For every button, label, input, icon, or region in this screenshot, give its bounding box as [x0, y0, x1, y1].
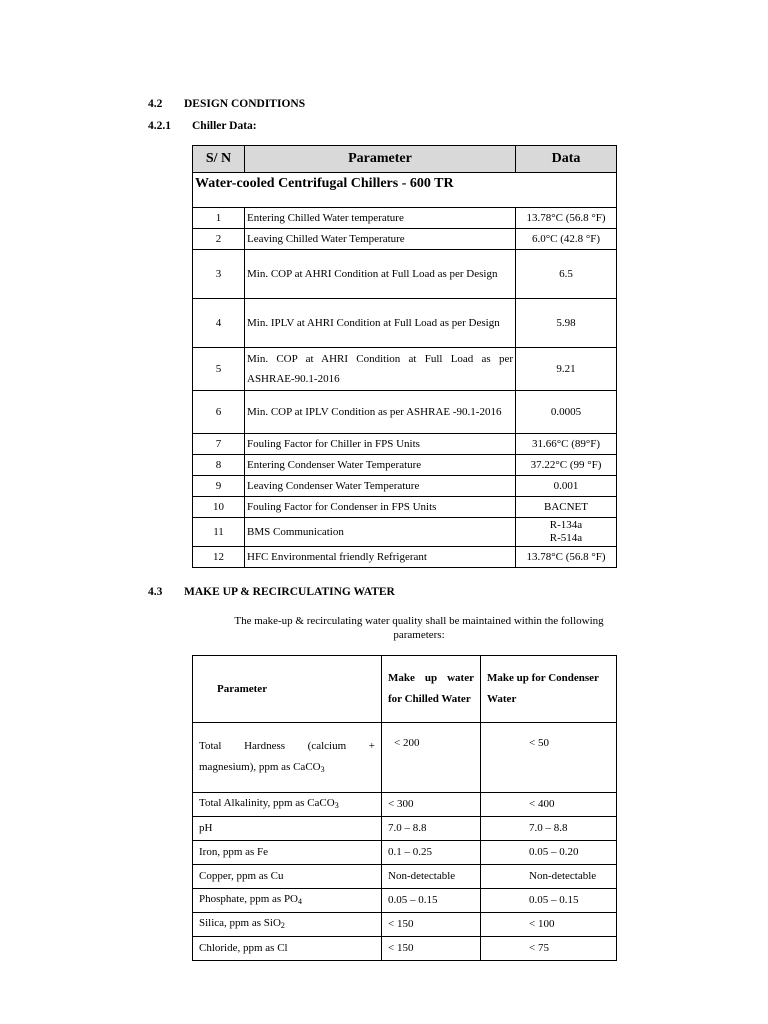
data-cell: 9.21 — [516, 348, 617, 391]
condenser-value: < 400 — [481, 793, 617, 817]
section-heading-4-2 — [148, 98, 305, 110]
header-condenser: Make up for Condenser Water — [481, 656, 617, 723]
parameter-cell — [193, 723, 382, 793]
parameter-cell: Min. COP at AHRI Condition at Full Load as per Design — [245, 250, 516, 299]
chilled-value: < 300 — [382, 793, 481, 817]
parameter-cell: Chloride, ppm as Cl — [193, 937, 382, 961]
sn-cell: 2 — [193, 229, 245, 250]
table-row — [193, 865, 617, 889]
table-row — [193, 817, 617, 841]
section-heading-4-3 — [148, 586, 395, 598]
subscript: 2 — [280, 921, 285, 930]
table-row — [193, 518, 617, 547]
intro-paragraph: The make-up & recirculating water quality shall be maintained within the following parameters: — [234, 615, 604, 641]
subscript: 4 — [298, 897, 302, 906]
condenser-value: Non-detectable — [481, 865, 617, 889]
data-cell: 37.22°C (99 °F) — [516, 455, 617, 476]
table-row — [193, 455, 617, 476]
table-row — [193, 348, 617, 391]
table-row — [193, 476, 617, 497]
table-header-row — [193, 656, 617, 723]
table-row — [193, 889, 617, 913]
data-cell: 6.5 — [516, 250, 617, 299]
water-quality-table — [192, 655, 617, 961]
chilled-value: < 200 — [382, 723, 481, 793]
sn-cell: 9 — [193, 476, 245, 497]
table-section-row — [193, 173, 617, 208]
parameter-cell: Entering Condenser Water Temperature — [245, 455, 516, 476]
parameter-cell: Entering Chilled Water temperature — [245, 208, 516, 229]
section-number: 4.3 — [148, 586, 163, 598]
silica-param: Silica, ppm as SiO — [199, 917, 281, 929]
condenser-value: 0.05 – 0.20 — [481, 841, 617, 865]
parameter-cell: Fouling Factor for Condenser in FPS Units — [245, 497, 516, 518]
chilled-value: Non-detectable — [382, 865, 481, 889]
data-cell: 13.78°C (56.8 °F) — [516, 547, 617, 568]
parameter-cell: Leaving Condenser Water Temperature — [245, 476, 516, 497]
data-cell: 31.66°C (89°F) — [516, 434, 617, 455]
sn-cell: 10 — [193, 497, 245, 518]
parameter-cell: Copper, ppm as Cu — [193, 865, 382, 889]
sn-cell: 8 — [193, 455, 245, 476]
table-row — [193, 391, 617, 434]
data-cell: 13.78°C (56.8 °F) — [516, 208, 617, 229]
parameter-cell: Iron, ppm as Fe — [193, 841, 382, 865]
data-cell: BACNET — [516, 497, 617, 518]
table-row — [193, 250, 617, 299]
phosphate-param: Phosphate, ppm as PO — [199, 893, 298, 905]
sn-cell: 11 — [193, 518, 245, 547]
parameter-cell: Min. COP at AHRI Condition at Full Load as per ASHRAE-90.1-2016 — [245, 348, 516, 391]
chilled-value: 0.05 – 0.15 — [382, 889, 481, 913]
section-heading-4-2-1 — [148, 120, 257, 132]
section-title: Chiller Data: — [192, 120, 257, 132]
data-line-2: R-514a — [549, 532, 583, 544]
parameter-cell: Min. COP at IPLV Condition as per ASHRAE -90.1-2016 — [245, 391, 516, 434]
sn-cell: 5 — [193, 348, 245, 391]
table-row — [193, 723, 617, 793]
parameter-cell: Leaving Chilled Water Temperature — [245, 229, 516, 250]
data-cell: 5.98 — [516, 299, 617, 348]
parameter-cell: Fouling Factor for Chiller in FPS Units — [245, 434, 516, 455]
parameter-cell: pH — [193, 817, 382, 841]
chilled-value: 7.0 – 8.8 — [382, 817, 481, 841]
header-data: Data — [516, 146, 617, 173]
data-cell: 0.001 — [516, 476, 617, 497]
parameter-cell: BMS Communication — [245, 518, 516, 547]
condenser-value: < 100 — [481, 913, 617, 937]
data-cell — [516, 518, 617, 547]
parameter-cell — [193, 793, 382, 817]
table-row — [193, 299, 617, 348]
section-title: MAKE UP & RECIRCULATING WATER — [184, 586, 395, 598]
subscript: 3 — [320, 764, 325, 774]
condenser-value: 0.05 – 0.15 — [481, 889, 617, 913]
parameter-cell: HFC Environmental friendly Refrigerant — [245, 547, 516, 568]
chiller-data-table — [192, 145, 617, 568]
data-cell: 6.0°C (42.8 °F) — [516, 229, 617, 250]
section-number: 4.2 — [148, 98, 163, 110]
condenser-value: 7.0 – 8.8 — [481, 817, 617, 841]
section-title-cell: Water-cooled Centrifugal Chillers - 600 TR — [193, 173, 617, 208]
sn-cell: 4 — [193, 299, 245, 348]
parameter-cell — [193, 889, 382, 913]
sn-cell: 1 — [193, 208, 245, 229]
chilled-value: < 150 — [382, 937, 481, 961]
sn-cell: 7 — [193, 434, 245, 455]
sn-cell: 12 — [193, 547, 245, 568]
table-row — [193, 497, 617, 518]
hardness-param: Total Hardness (calcium + magnesium), ppm as CaCO — [199, 739, 375, 773]
sn-cell: 3 — [193, 250, 245, 299]
table-row — [193, 937, 617, 961]
table-row — [193, 229, 617, 250]
header-parameter: Parameter — [245, 146, 516, 173]
section-number: 4.2.1 — [148, 120, 171, 132]
table-row — [193, 434, 617, 455]
table-row — [193, 208, 617, 229]
section-title: DESIGN CONDITIONS — [184, 98, 306, 110]
data-line-1: R-134a — [549, 519, 583, 531]
condenser-value: < 50 — [481, 723, 617, 793]
subscript: 3 — [334, 801, 339, 810]
table-row — [193, 547, 617, 568]
sn-cell: 6 — [193, 391, 245, 434]
alkalinity-param: Total Alkalinity, ppm as CaCO — [199, 797, 335, 809]
table-row — [193, 913, 617, 937]
data-cell: 0.0005 — [516, 391, 617, 434]
header-chilled: Make up water for Chilled Water — [382, 656, 481, 723]
parameter-cell: Min. IPLV at AHRI Condition at Full Load as per Design — [245, 299, 516, 348]
chilled-value: 0.1 – 0.25 — [382, 841, 481, 865]
parameter-cell — [193, 913, 382, 937]
table-row — [193, 841, 617, 865]
header-parameter: Parameter — [193, 656, 382, 723]
table-header-row — [193, 146, 617, 173]
table-row — [193, 793, 617, 817]
condenser-value: < 75 — [481, 937, 617, 961]
chilled-value: < 150 — [382, 913, 481, 937]
header-sn: S/ N — [193, 146, 245, 173]
